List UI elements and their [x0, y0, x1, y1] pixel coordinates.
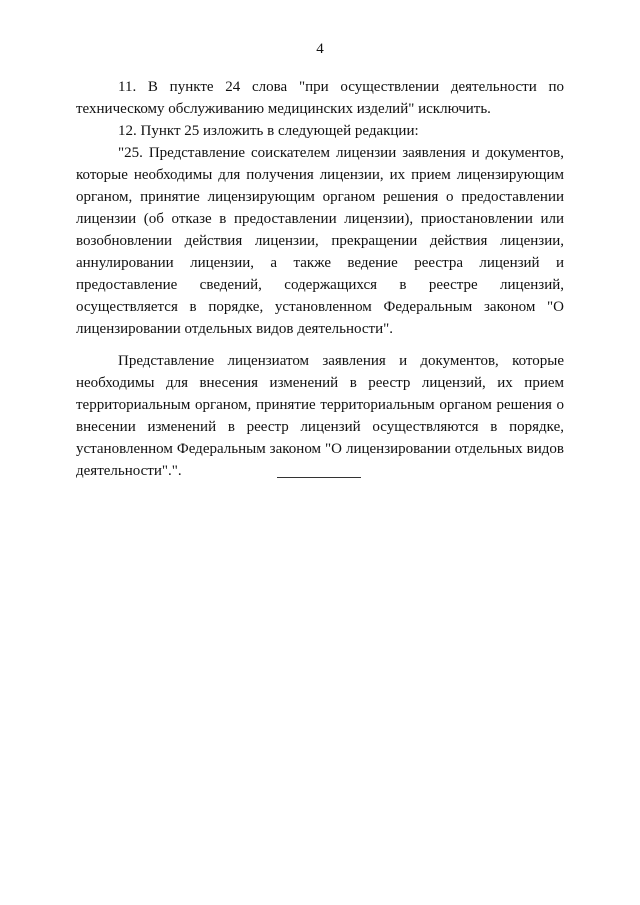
paragraph-point-25-text: "25. Представление соискателем лицензии заявления и документов, которые необходимы для получения лицензии, их прием лицензирующим органом, принятие лицензирующим органом решения о предоставлении лицензии (об отказе в предоставлении лицензии), приостановлении или возобновлении действия лицензии, прекращении действия лицензии, аннулировании лицензии, а также ведение реестра лицензий и предоставление сведений, содержащихся в реестре лицензий, осуществляется в порядке, установленном Федеральным законом "О лицензировании отдельных видов деятельности". [76, 145, 564, 337]
document-body [76, 76, 564, 482]
end-of-document-rule [277, 477, 361, 478]
page-number: 4 [316, 41, 324, 57]
paragraph-item-12: 12. Пункт 25 изложить в следующей редакции: [118, 123, 419, 139]
paragraph-point-25-continuation: Представление лицензиатом заявления и документов, которые необходимы для внесения изменений в реестр лицензий, их прием территориальным органом, принятие территориальным органом решения о внесении изменений в реестр лицензий осуществляются в порядке, установленном Федеральным законом "О лицензировании отдельных видов деятельности".". [76, 353, 564, 479]
paragraph-item-11: 11. В пункте 24 слова "при осуществлении деятельности по техническому обслуживанию медицинских изделий" исключить. [76, 79, 564, 117]
